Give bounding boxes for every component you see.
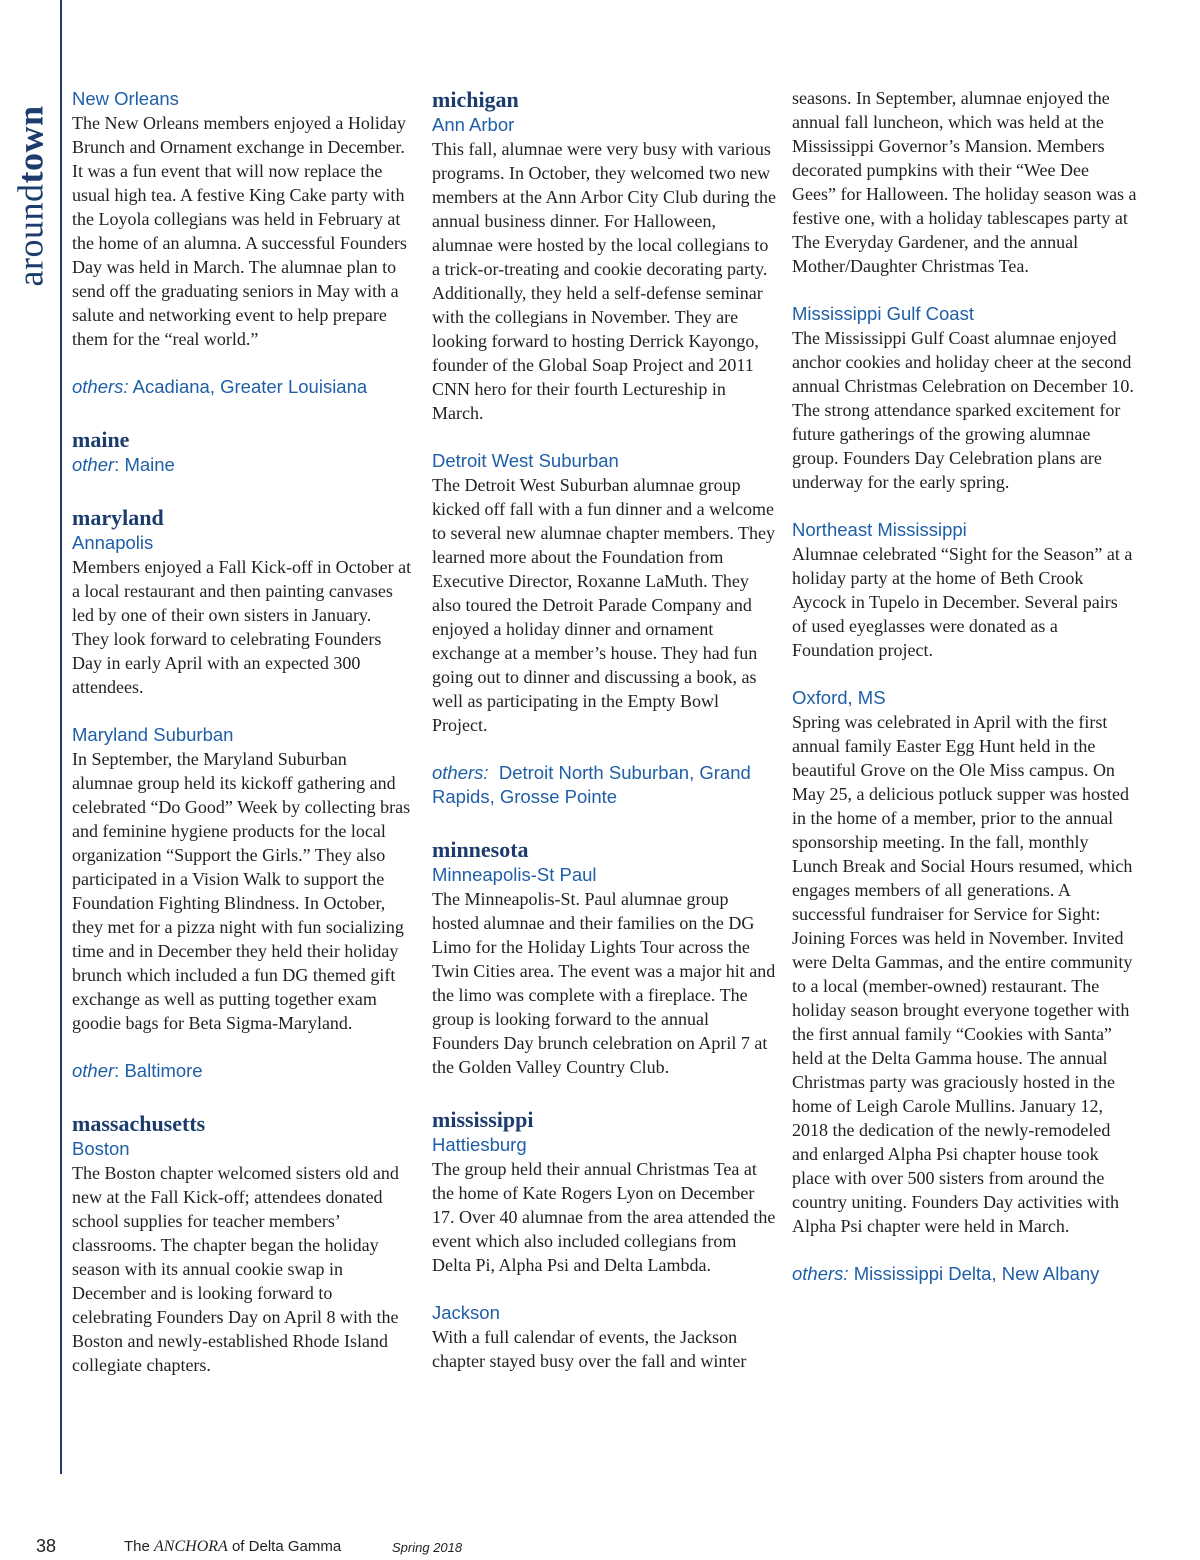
other-baltimore [72,1059,412,1083]
city-heading-hattiesburg: Hattiesburg [432,1134,527,1155]
section-label [10,96,50,296]
magazine-title-prefix: The [124,1538,155,1555]
other-text: : Baltimore [114,1060,203,1081]
column-3 [792,86,1137,1286]
others-michigan [432,761,777,809]
others-text: Detroit North Suburban, Grand Rapids, Grosse Pointe [432,762,756,807]
paragraph-ann-arbor: This fall, alumnae were very busy with various programs. In October, they welcomed two new members at the Ann Arbor City Club during the annual business dinner. For Halloween, alumnae were hosted by the local collegians to a trick-or-treating and cookie decorating party. Additionally, they held a self-defense seminar with the collegians in November. They are looking forward to hosting Derrick Kayongo, founder of the Global Soap Project and 2011 CNN hero for their fourth Lectureship in March. [432,139,776,423]
state-heading-minnesota: minnesota [432,837,529,862]
city-heading-new-orleans: New Orleans [72,88,179,109]
state-heading-michigan: michigan [432,87,519,112]
paragraph-oxford: Spring was celebrated in April with the first annual family Easter Egg Hunt held in the beautiful Grove on the Ole Miss campus. On May 25, a delicious potluck supper was hosted in the home of a member, prior to the annual sponsorship meeting. In the fall, monthly Lunch Break and Social Hours resumed, which engages members of all generations. A successful fundraiser for Service for Sight: Joining Forces was held in November. Invited were Delta Gammas, and the entire community to a local (member-owned) restaurant. The holiday season brought everyone together with the first annual family “Cookies with Santa” held at the Delta Gamma house. The annual Christmas party was graciously hosted in the home of Leigh Carole Mullins. January 12, 2018 the dedication of the newly-remodeled and enlarged Alpha Psi chapter house took place with over 500 sisters from around the country uniting. Founders Day activities with Alpha Psi chapter were held in March. [792,712,1133,1236]
paragraph-boston: The Boston chapter welcomed sisters old and new at the Fall Kick-off; attendees donated school supplies for teacher members’ classrooms. The chapter began the holiday season with its annual cookie swap in December and is looking forward to celebrating Founders Day on April 8 with the Boston and newly-established Rhode Island collegiate chapters. [72,1163,399,1375]
other-lead: other [72,454,115,475]
section-label-around: around [10,183,51,287]
state-heading-maryland: maryland [72,505,164,530]
magazine-title-italic: ANCHORA [154,1538,228,1555]
other-lead: other [72,1060,115,1081]
others-lead: others: [72,376,129,397]
paragraph-northeast-mississippi: Alumnae celebrated “Sight for the Season” at a holiday party at the home of Beth Crook Aycock in Tupelo in December. Several pairs of used eyeglasses were donated as a Foundation project. [792,544,1133,660]
other-maine [72,453,412,477]
city-heading-annapolis: Annapolis [72,532,154,553]
page-number: 38 [36,1536,57,1556]
magazine-title-suffix: of Delta Gamma [227,1538,342,1555]
others-lead: others: [432,762,489,783]
section-label-town: town [10,105,51,184]
column-1 [72,86,412,1377]
city-heading-maryland-suburban: Maryland Suburban [72,724,234,745]
margin-rule [60,0,62,1474]
paragraph-jackson-continued: seasons. In September, alumnae enjoyed the annual fall luncheon, which was held at the Mississippi Governor’s Mansion. Members decorated pumpkins with their “Wee Dee Gees” for Halloween. The holiday season was a festive one, with a holiday tablescapes party at The Everyday Gardener, and the annual Mother/Daughter Christmas Tea. [792,88,1137,276]
other-text: : Maine [114,454,175,475]
city-heading-northeast-mississippi: Northeast Mississippi [792,519,967,540]
state-heading-maine: maine [72,427,130,452]
page-footer [0,1536,1200,1560]
state-heading-mississippi: mississippi [432,1107,534,1132]
paragraph-jackson: With a full calendar of events, the Jackson chapter stayed busy over the fall and winter [432,1327,747,1371]
paragraph-annapolis: Members enjoyed a Fall Kick-off in October at a local restaurant and then painting canvases led by one of their own sisters in January. They look forward to celebrating Founders Day in early April with an expected 300 attendees. [72,557,412,697]
paragraph-hattiesburg: The group held their annual Christmas Tea at the home of Kate Rogers Lyon on December 17. Over 40 alumnae from the area attended the event which also included collegians from Delta Pi, Alpha Psi and Delta Lambda. [432,1159,776,1275]
city-heading-ann-arbor: Ann Arbor [432,114,515,135]
issue-label: Spring 2018 [392,1540,463,1555]
others-louisiana [72,375,412,399]
paragraph-gulf-coast: The Mississippi Gulf Coast alumnae enjoyed anchor cookies and holiday cheer at the second annual Christmas Celebration on December 10. The strong attendance sparked excitement for future gatherings of the growing alumnae group. Founders Day Celebration plans are underway for the early spring. [792,328,1134,492]
city-heading-jackson: Jackson [432,1302,500,1323]
state-heading-massachusetts: massachusetts [72,1111,206,1136]
city-heading-oxford: Oxford, MS [792,687,886,708]
others-mississippi [792,1262,1137,1286]
city-heading-gulf-coast: Mississippi Gulf Coast [792,303,974,324]
paragraph-maryland-suburban: In September, the Maryland Suburban alumnae group held its kickoff gathering and celebrated “Do Good” Week by collecting bras and feminine hygiene products for the local organization “Support the Girls.” They also participated in a Vision Walk to support the Foundation Fighting Blindness. In October, they met for a pizza night with fun socializing time and in December they held their holiday brunch which included a fun DG themed gift exchange as well as putting together exam goodie bags for Beta Sigma-Maryland. [72,749,411,1033]
column-2 [432,86,777,1373]
others-text: Mississippi Delta, New Albany [848,1263,1100,1284]
city-heading-minneapolis: Minneapolis-St Paul [432,864,597,885]
paragraph-detroit-west-suburban: The Detroit West Suburban alumnae group kicked off fall with a fun dinner and a welcome to several new alumnae chapter members. They learned more about the Foundation from Executive Director, Roxanne LaMuth. They also toured the Detroit Parade Company and enjoyed a holiday dinner and ornament exchange at a member’s house. They had fun going out to dinner and discussing a book, as well as participating in the Empty Bowl Project. [432,475,776,735]
paragraph-new-orleans: The New Orleans members enjoyed a Holiday Brunch and Ornament exchange in December. It was a fun event that will now replace the usual high tea. A festive King Cake party with the Loyola collegians was held in February at the home of an alumna. A successful Founders Day was held in March. The alumnae plan to send off the graduating seniors in May with a salute and networking event to help prepare them for the “real world.” [72,113,407,349]
paragraph-minneapolis: The Minneapolis-St. Paul alumnae group hosted alumnae and their families on the DG Limo for the Holiday Lights Tour across the Twin Cities area. The event was a major hit and the limo was complete with a fireplace. The group is looking forward to the annual Founders Day brunch celebration on April 7 at the Golden Valley Country Club. [432,889,776,1077]
city-heading-detroit-west-suburban: Detroit West Suburban [432,450,619,471]
others-text: Acadiana, Greater Louisiana [128,376,368,397]
magazine-title [124,1538,341,1556]
city-heading-boston: Boston [72,1138,130,1159]
others-lead: others: [792,1263,849,1284]
